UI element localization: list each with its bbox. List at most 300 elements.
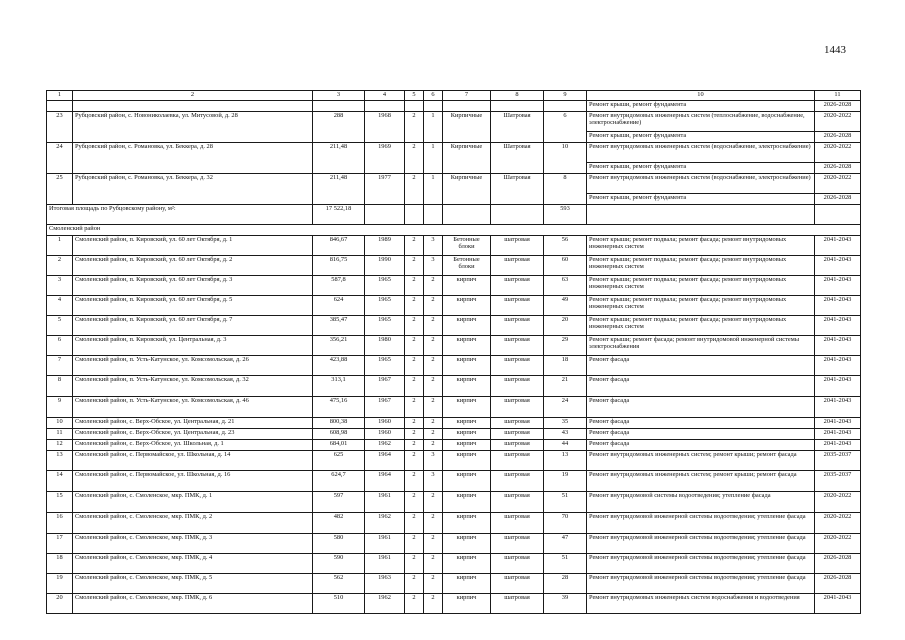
cont-cell [424, 101, 443, 112]
total-row [47, 205, 861, 225]
row-floors: 2 [405, 256, 424, 276]
row-residents: 24 [544, 397, 587, 418]
row-walls: Бетонные блоки [443, 256, 491, 276]
row-year: 1960 [365, 418, 405, 429]
column-number-row [47, 91, 861, 101]
total-empty [587, 205, 815, 225]
row-walls: кирпич [443, 276, 491, 296]
cont-cell [47, 101, 73, 112]
row-residents: 43 [544, 429, 587, 440]
repair-work: Ремонт внутридомовой инженерной системы водоотведения; утепление фасада [587, 554, 815, 574]
repair-work: Ремонт фасада [587, 440, 815, 451]
table-row [47, 143, 861, 163]
table-row [47, 336, 861, 356]
row-year: 1962 [365, 594, 405, 614]
row-floors: 2 [405, 418, 424, 429]
total-empty [815, 205, 861, 225]
row-residents: 8 [544, 174, 587, 205]
row-year: 1968 [365, 112, 405, 143]
cont-cell [405, 101, 424, 112]
table-row [47, 451, 861, 471]
row-roof: шатровая [491, 513, 544, 534]
repair-work: Ремонт фасада [587, 429, 815, 440]
register-body [47, 91, 861, 614]
row-address: Смоленский район, с. Первомайское, ул. Школьная, д. 14 [73, 451, 313, 471]
row-year: 1965 [365, 276, 405, 296]
repair-period: 2026-2028 [815, 574, 861, 594]
cont-cell [443, 101, 491, 112]
row-walls: кирпич [443, 296, 491, 316]
row-number: 3 [47, 276, 73, 296]
row-entrances: 1 [424, 143, 443, 174]
row-area: 625 [313, 451, 365, 471]
repair-period: 2020-2022 [815, 492, 861, 513]
row-entrances: 2 [424, 440, 443, 451]
row-entrances: 2 [424, 356, 443, 376]
row-number: 13 [47, 451, 73, 471]
row-residents: 28 [544, 574, 587, 594]
row-year: 1977 [365, 174, 405, 205]
row-walls: Бетонные блоки [443, 236, 491, 256]
row-residents: 39 [544, 594, 587, 614]
table-row [47, 418, 861, 429]
row-roof: шатровая [491, 356, 544, 376]
col-num-2: 2 [73, 91, 313, 101]
row-walls: кирпич [443, 534, 491, 554]
row-residents: 29 [544, 336, 587, 356]
repair-period: 2041-2043 [815, 296, 861, 316]
row-number: 17 [47, 534, 73, 554]
table-row [47, 429, 861, 440]
repair-work: Ремонт внутридомовой инженерной системы водоотведения; утепление фасада [587, 534, 815, 554]
repair-work: Ремонт внутридомовых инженерных систем (теплоснабжение, водоснабжение, электроснабжение) [587, 112, 815, 132]
row-entrances: 2 [424, 492, 443, 513]
row-residents: 44 [544, 440, 587, 451]
row-area: 684,01 [313, 440, 365, 451]
total-empty [424, 205, 443, 225]
row-residents: 70 [544, 513, 587, 534]
row-floors: 2 [405, 471, 424, 492]
row-roof: шатровая [491, 594, 544, 614]
row-floors: 2 [405, 534, 424, 554]
table-row [47, 236, 861, 256]
row-floors: 2 [405, 376, 424, 397]
row-floors: 2 [405, 440, 424, 451]
row-floors: 2 [405, 296, 424, 316]
repair-period: 2020-2022 [815, 513, 861, 534]
row-area: 423,88 [313, 356, 365, 376]
repair-work: Ремонт крыши, ремонт фундамента [587, 194, 815, 205]
table-row [47, 174, 861, 194]
row-year: 1964 [365, 451, 405, 471]
row-floors: 2 [405, 574, 424, 594]
row-area: 356,21 [313, 336, 365, 356]
row-number: 6 [47, 336, 73, 356]
row-area: 587,8 [313, 276, 365, 296]
repair-period: 2041-2043 [815, 256, 861, 276]
row-number: 9 [47, 397, 73, 418]
table-row [47, 316, 861, 336]
row-year: 1967 [365, 397, 405, 418]
row-residents: 51 [544, 492, 587, 513]
row-year: 1967 [365, 376, 405, 397]
row-entrances: 2 [424, 316, 443, 336]
row-address: Смоленский район, п. Усть-Катунское, ул. Комсомольская, д. 32 [73, 376, 313, 397]
row-number: 5 [47, 316, 73, 336]
row-residents: 10 [544, 143, 587, 174]
row-entrances: 2 [424, 336, 443, 356]
row-address: Смоленский район, п. Усть-Катунское, ул. Комсомольская, д. 46 [73, 397, 313, 418]
repair-period: 2041-2043 [815, 316, 861, 336]
row-entrances: 1 [424, 112, 443, 143]
row-roof: шатровая [491, 534, 544, 554]
row-address: Смоленский район, с. Смоленское, мкр. ПМК, д. 1 [73, 492, 313, 513]
row-number: 19 [47, 574, 73, 594]
row-residents: 20 [544, 316, 587, 336]
row-year: 1962 [365, 440, 405, 451]
row-walls: кирпич [443, 554, 491, 574]
table-row [47, 513, 861, 534]
repair-work: Ремонт крыши; ремонт подвала; ремонт фасада; ремонт внутридомовых инженерных систем [587, 316, 815, 336]
row-walls: кирпич [443, 336, 491, 356]
col-num-11: 11 [815, 91, 861, 101]
district-row [47, 225, 861, 236]
row-year: 1964 [365, 471, 405, 492]
row-floors: 2 [405, 276, 424, 296]
repair-work: Ремонт внутридомовых инженерных систем (водоснабжение, электроснабжение) [587, 143, 815, 163]
row-area: 816,75 [313, 256, 365, 276]
row-number: 16 [47, 513, 73, 534]
row-number: 2 [47, 256, 73, 276]
row-address: Рубцовский район, с. Новониколаевка, ул. Митусовой, д. 28 [73, 112, 313, 143]
row-roof: шатровая [491, 236, 544, 256]
repair-period: 2020-2022 [815, 534, 861, 554]
row-number: 12 [47, 440, 73, 451]
row-roof: шатровая [491, 296, 544, 316]
table-row [47, 397, 861, 418]
table-row [47, 276, 861, 296]
row-entrances: 3 [424, 471, 443, 492]
table-row [47, 356, 861, 376]
repair-period: 2026-2028 [815, 163, 861, 174]
row-floors: 2 [405, 356, 424, 376]
repair-work: Ремонт внутридомовых инженерных систем (водоснабжение, электроснабжение) [587, 174, 815, 194]
row-year: 1989 [365, 236, 405, 256]
total-empty [443, 205, 491, 225]
row-roof: шатровая [491, 256, 544, 276]
row-roof: шатровая [491, 316, 544, 336]
row-walls: кирпич [443, 513, 491, 534]
row-year: 1980 [365, 336, 405, 356]
row-roof: Шатровая [491, 112, 544, 143]
repair-period: 2035-2037 [815, 471, 861, 492]
repair-period: 2041-2043 [815, 440, 861, 451]
row-year: 1965 [365, 296, 405, 316]
row-area: 608,98 [313, 429, 365, 440]
row-walls: кирпич [443, 574, 491, 594]
row-floors: 2 [405, 451, 424, 471]
row-address: Смоленский район, п. Кировский, ул. Центральная, д. 3 [73, 336, 313, 356]
row-walls: кирпич [443, 492, 491, 513]
cont-cell [544, 101, 587, 112]
row-floors: 2 [405, 492, 424, 513]
row-area: 590 [313, 554, 365, 574]
row-residents: 18 [544, 356, 587, 376]
row-area: 313,1 [313, 376, 365, 397]
repair-work: Ремонт фасада [587, 418, 815, 429]
row-walls: Кирпичные [443, 112, 491, 143]
continuation-row [47, 101, 861, 112]
row-area: 385,47 [313, 316, 365, 336]
row-floors: 2 [405, 174, 424, 205]
repair-period: 2020-2022 [815, 174, 861, 194]
repair-work: Ремонт внутридомовых инженерных систем; ремонт крыши; ремонт фасада [587, 471, 815, 492]
table-row [47, 296, 861, 316]
repair-period: 2026-2028 [815, 194, 861, 205]
total-area: 17 522,18 [313, 205, 365, 225]
row-number: 23 [47, 112, 73, 143]
total-empty [491, 205, 544, 225]
row-number: 20 [47, 594, 73, 614]
row-address: Смоленский район, с. Первомайское, ул. Школьная, д. 16 [73, 471, 313, 492]
row-residents: 63 [544, 276, 587, 296]
table-row [47, 574, 861, 594]
col-num-5: 5 [405, 91, 424, 101]
row-roof: шатровая [491, 554, 544, 574]
row-address: Смоленский район, п. Кировский, ул. 60 лет Октября, д. 5 [73, 296, 313, 316]
row-year: 1961 [365, 492, 405, 513]
row-entrances: 2 [424, 296, 443, 316]
row-entrances: 2 [424, 429, 443, 440]
repair-work: Ремонт крыши; ремонт подвала; ремонт фасада; ремонт внутридомовых инженерных систем [587, 296, 815, 316]
row-entrances: 2 [424, 276, 443, 296]
row-year: 1990 [365, 256, 405, 276]
cont-cell [491, 101, 544, 112]
row-area: 211,48 [313, 143, 365, 174]
row-year: 1965 [365, 316, 405, 336]
row-year: 1962 [365, 513, 405, 534]
row-floors: 2 [405, 554, 424, 574]
row-residents: 51 [544, 554, 587, 574]
row-residents: 21 [544, 376, 587, 397]
row-entrances: 2 [424, 376, 443, 397]
total-empty [365, 205, 405, 225]
table-row [47, 376, 861, 397]
row-floors: 2 [405, 336, 424, 356]
row-floors: 2 [405, 143, 424, 174]
row-roof: шатровая [491, 376, 544, 397]
row-area: 510 [313, 594, 365, 614]
row-entrances: 3 [424, 451, 443, 471]
row-residents: 49 [544, 296, 587, 316]
repair-work: Ремонт крыши, ремонт фундамента [587, 132, 815, 143]
row-walls: кирпич [443, 397, 491, 418]
row-floors: 2 [405, 316, 424, 336]
row-walls: кирпич [443, 440, 491, 451]
row-walls: Кирпичные [443, 174, 491, 205]
repair-work: Ремонт фасада [587, 376, 815, 397]
row-walls: кирпич [443, 376, 491, 397]
row-entrances: 3 [424, 256, 443, 276]
table-row [47, 471, 861, 492]
row-number: 18 [47, 554, 73, 574]
repair-work: Ремонт крыши; ремонт подвала; ремонт фасада; ремонт внутридомовых инженерных систем [587, 276, 815, 296]
repair-period: 2041-2043 [815, 336, 861, 356]
row-number: 11 [47, 429, 73, 440]
row-floors: 2 [405, 112, 424, 143]
row-area: 475,16 [313, 397, 365, 418]
repair-work: Ремонт внутридомовой инженерной системы водоотведения; утепление фасада [587, 574, 815, 594]
repair-work: Ремонт крыши, ремонт фундамента [587, 163, 815, 174]
row-address: Смоленский район, с. Смоленское, мкр. ПМК, д. 5 [73, 574, 313, 594]
row-entrances: 2 [424, 594, 443, 614]
row-number: 10 [47, 418, 73, 429]
table-row [47, 534, 861, 554]
row-address: Смоленский район, с. Смоленское, мкр. ПМК, д. 6 [73, 594, 313, 614]
row-entrances: 2 [424, 554, 443, 574]
row-address: Смоленский район, п. Кировский, ул. 60 лет Октября, д. 7 [73, 316, 313, 336]
row-residents: 47 [544, 534, 587, 554]
repair-period: 2026-2028 [815, 101, 861, 112]
row-address: Смоленский район, с. Смоленское, мкр. ПМК, д. 2 [73, 513, 313, 534]
table-row [47, 440, 861, 451]
row-year: 1961 [365, 534, 405, 554]
row-walls: Кирпичные [443, 143, 491, 174]
row-address: Смоленский район, с. Верх-Обское, ул. Центральная, д. 21 [73, 418, 313, 429]
row-roof: шатровая [491, 471, 544, 492]
row-area: 624 [313, 296, 365, 316]
repair-period: 2020-2022 [815, 112, 861, 132]
row-entrances: 2 [424, 513, 443, 534]
row-number: 4 [47, 296, 73, 316]
row-roof: шатровая [491, 397, 544, 418]
col-num-9: 9 [544, 91, 587, 101]
repair-work: Ремонт внутридомовых инженерных систем; ремонт крыши; ремонт фасада [587, 451, 815, 471]
row-walls: кирпич [443, 316, 491, 336]
row-number: 1 [47, 236, 73, 256]
repair-period: 2041-2043 [815, 429, 861, 440]
row-address: Смоленский район, п. Усть-Катунское, ул. Комсомольская, д. 26 [73, 356, 313, 376]
table-row [47, 256, 861, 276]
repair-period: 2026-2028 [815, 132, 861, 143]
table-row [47, 594, 861, 614]
row-address: Рубцовский район, с. Романовка, ул. Беккера, д. 28 [73, 143, 313, 174]
row-area: 800,38 [313, 418, 365, 429]
col-num-1: 1 [47, 91, 73, 101]
repair-period: 2035-2037 [815, 451, 861, 471]
page-number: 1443 [824, 44, 846, 56]
row-number: 8 [47, 376, 73, 397]
col-num-10: 10 [587, 91, 815, 101]
housing-register-table [46, 90, 861, 614]
row-address: Смоленский район, п. Кировский, ул. 60 лет Октября, д. 3 [73, 276, 313, 296]
row-area: 846,67 [313, 236, 365, 256]
row-entrances: 3 [424, 236, 443, 256]
row-number: 15 [47, 492, 73, 513]
row-number: 25 [47, 174, 73, 205]
row-residents: 35 [544, 418, 587, 429]
row-year: 1960 [365, 429, 405, 440]
row-number: 14 [47, 471, 73, 492]
row-roof: шатровая [491, 276, 544, 296]
row-address: Смоленский район, с. Верх-Обское, ул. Школьная, д. 1 [73, 440, 313, 451]
row-area: 288 [313, 112, 365, 143]
row-roof: шатровая [491, 440, 544, 451]
row-area: 624,7 [313, 471, 365, 492]
repair-work: Ремонт внутридомовой инженерной системы водоотведения; утепление фасада [587, 513, 815, 534]
row-area: 580 [313, 534, 365, 554]
row-roof: шатровая [491, 451, 544, 471]
row-roof: шатровая [491, 336, 544, 356]
repair-work: Ремонт крыши; ремонт подвала; ремонт фасада; ремонт внутридомовых инженерных систем [587, 256, 815, 276]
row-number: 24 [47, 143, 73, 174]
row-address: Смоленский район, с. Смоленское, мкр. ПМК, д. 4 [73, 554, 313, 574]
row-address: Рубцовский район, с. Романовка, ул. Беккера, д. 32 [73, 174, 313, 205]
repair-work: Ремонт внутридомовой системы водоотведения; утепление фасада [587, 492, 815, 513]
total-residents: 593 [544, 205, 587, 225]
row-area: 482 [313, 513, 365, 534]
row-walls: кирпич [443, 471, 491, 492]
row-entrances: 2 [424, 574, 443, 594]
col-num-4: 4 [365, 91, 405, 101]
repair-period: 2041-2043 [815, 236, 861, 256]
row-walls: кирпич [443, 594, 491, 614]
row-residents: 56 [544, 236, 587, 256]
row-walls: кирпич [443, 356, 491, 376]
col-num-7: 7 [443, 91, 491, 101]
cont-cell [313, 101, 365, 112]
repair-period: 2041-2043 [815, 276, 861, 296]
row-roof: Шатровая [491, 143, 544, 174]
row-floors: 2 [405, 513, 424, 534]
row-year: 1965 [365, 356, 405, 376]
row-floors: 2 [405, 397, 424, 418]
district-heading: Смоленский район [47, 225, 861, 236]
row-entrances: 1 [424, 174, 443, 205]
row-area: 211,48 [313, 174, 365, 205]
row-year: 1961 [365, 554, 405, 574]
row-roof: шатровая [491, 418, 544, 429]
row-address: Смоленский район, п. Кировский, ул. 60 лет Октября, д. 1 [73, 236, 313, 256]
repair-period: 2020-2022 [815, 143, 861, 163]
row-residents: 60 [544, 256, 587, 276]
row-entrances: 2 [424, 534, 443, 554]
cont-cell [365, 101, 405, 112]
table-row [47, 492, 861, 513]
col-num-8: 8 [491, 91, 544, 101]
row-area: 562 [313, 574, 365, 594]
table-row [47, 554, 861, 574]
row-entrances: 2 [424, 397, 443, 418]
col-num-6: 6 [424, 91, 443, 101]
row-floors: 2 [405, 429, 424, 440]
row-residents: 19 [544, 471, 587, 492]
row-address: Смоленский район, с. Верх-Обское, ул. Центральная, д. 23 [73, 429, 313, 440]
row-address: Смоленский район, с. Смоленское, мкр. ПМК, д. 3 [73, 534, 313, 554]
row-floors: 2 [405, 236, 424, 256]
repair-period: 2041-2043 [815, 418, 861, 429]
row-residents: 6 [544, 112, 587, 143]
cont-cell [73, 101, 313, 112]
total-empty [405, 205, 424, 225]
repair-period: 2041-2043 [815, 594, 861, 614]
repair-period: 2041-2043 [815, 397, 861, 418]
repair-work: Ремонт крыши; ремонт подвала; ремонт фасада; ремонт внутридомовых инженерных систем [587, 236, 815, 256]
repair-period: 2041-2043 [815, 376, 861, 397]
row-walls: кирпич [443, 429, 491, 440]
row-walls: кирпич [443, 418, 491, 429]
row-floors: 2 [405, 594, 424, 614]
